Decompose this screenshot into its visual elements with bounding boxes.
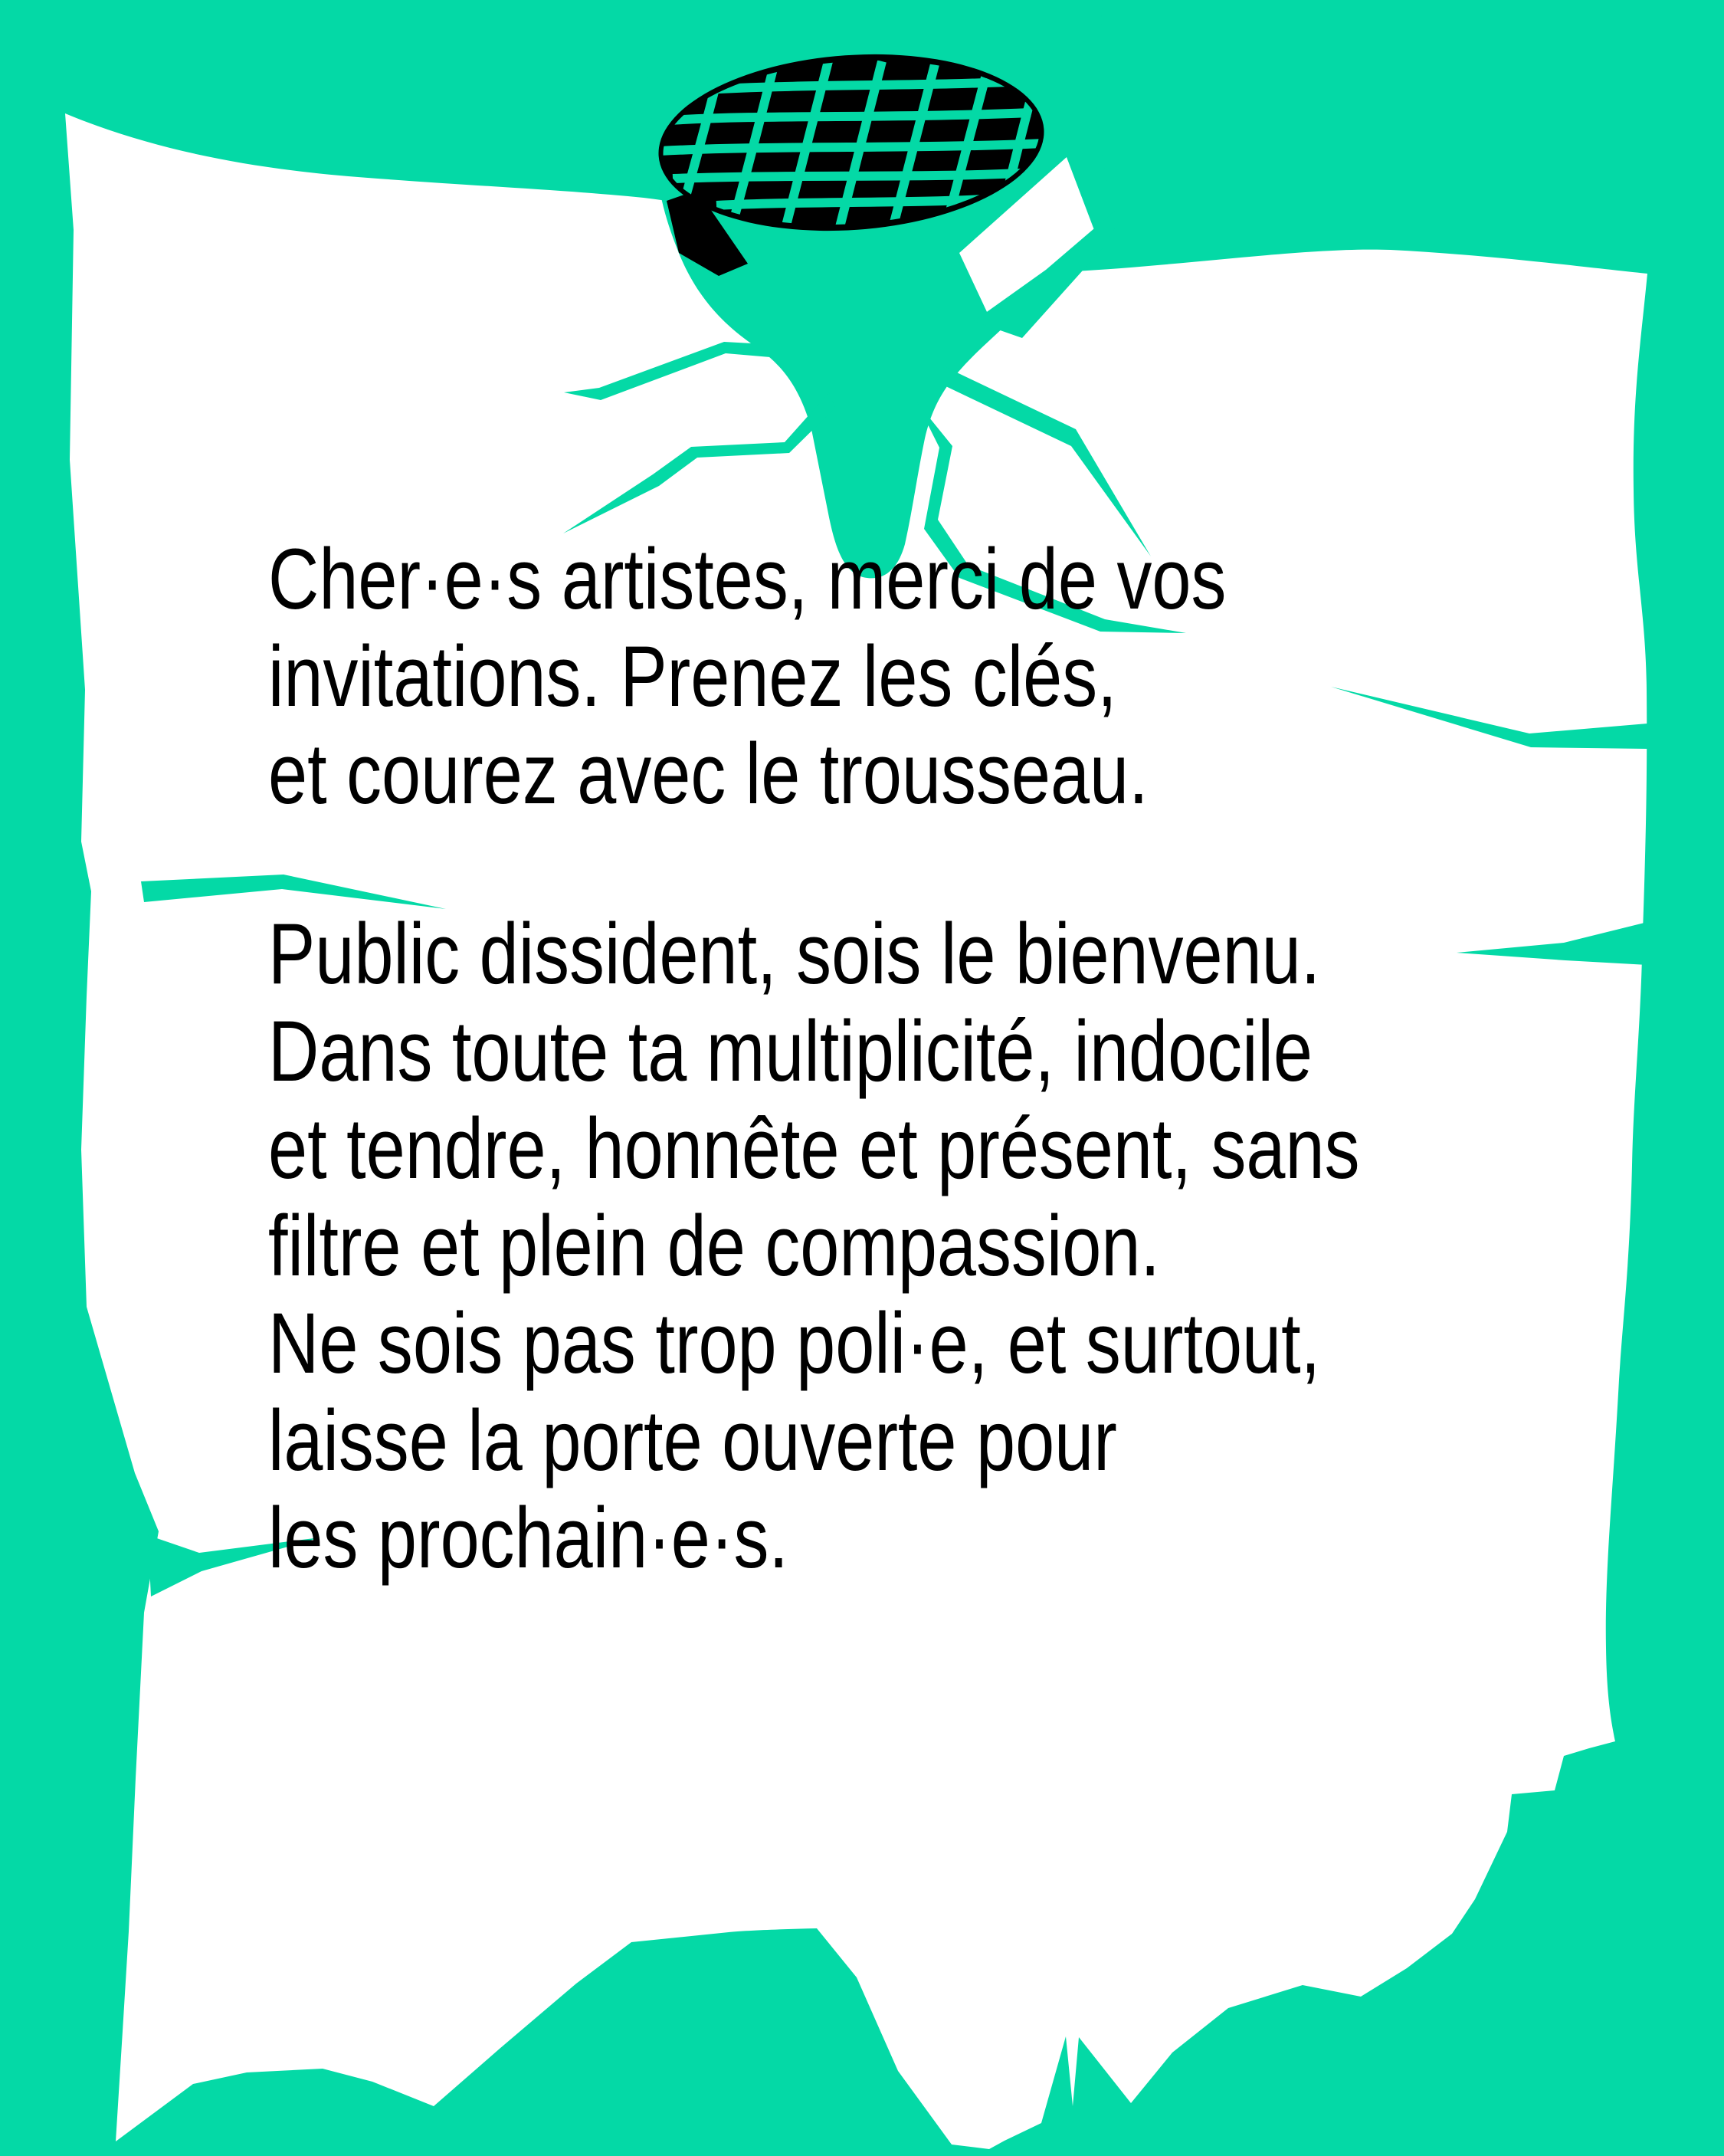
note-paragraph-1: [268, 530, 1437, 822]
text-line: les prochain·e·s.: [268, 1490, 788, 1586]
text-line: filtre et plein de compassion.: [268, 1198, 1160, 1294]
text-line: Dans toute ta multiplicité, indocile: [268, 1003, 1313, 1099]
text-line: laisse la porte ouverte pour: [268, 1393, 1117, 1488]
note-paragraph-2: [268, 905, 1437, 1587]
text-line: et courez avec le trousseau.: [268, 726, 1149, 822]
text-line: Ne sois pas trop poli·e, et surtout,: [268, 1295, 1321, 1391]
text-line: et tendre, honnête et présent, sans: [268, 1101, 1360, 1196]
text-line: Cher·e·s artistes, merci de vos: [268, 531, 1227, 627]
text-line: invitations. Prenez les clés,: [268, 628, 1117, 724]
text-line: Public dissident, sois le bienvenu.: [268, 906, 1321, 1002]
